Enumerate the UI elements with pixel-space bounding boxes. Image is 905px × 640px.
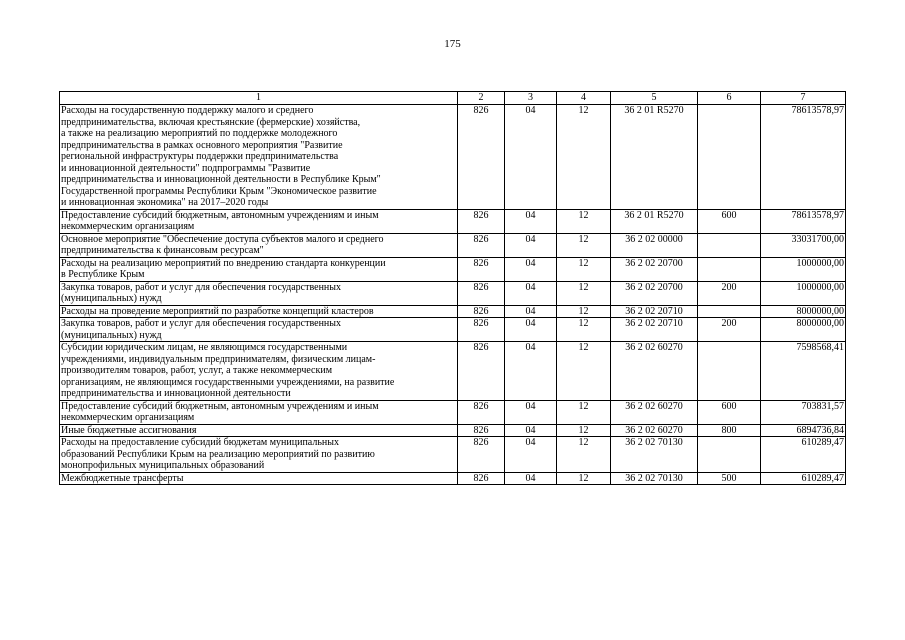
- ministry-code-cell: 826: [458, 318, 505, 342]
- table-header-row: [60, 92, 846, 105]
- expense-type-code-cell: 800: [698, 424, 761, 437]
- section-code-cell: 04: [505, 472, 557, 485]
- section-code-cell: 04: [505, 318, 557, 342]
- table-row: [60, 437, 846, 473]
- ministry-code-cell: 826: [458, 305, 505, 318]
- ministry-code-cell: 826: [458, 472, 505, 485]
- amount-cell: 8000000,00: [761, 305, 846, 318]
- target-item-code-cell: 36 2 02 70130: [611, 437, 698, 473]
- expense-name-cell: Закупка товаров, работ и услуг для обеспечения государственных (муниципальных) нужд: [60, 318, 458, 342]
- table-row: [60, 342, 846, 401]
- amount-cell: 1000000,00: [761, 281, 846, 305]
- expense-type-code-cell: 200: [698, 318, 761, 342]
- expense-type-code-cell: [698, 342, 761, 401]
- table-row: [60, 318, 846, 342]
- expense-type-code-cell: [698, 305, 761, 318]
- subsection-code-cell: 12: [557, 342, 611, 401]
- table-row: [60, 233, 846, 257]
- expense-name-cell: Субсидии юридическим лицам, не являющимся государственными учреждениями, индивидуальным предпринимателям, физическим лицам- производителям товаров, работ, услуг, а также некоммерческим организациям, не являющимся государственными учреждениями, на развитие предпринимательства и инновационной деятельности: [60, 342, 458, 401]
- expense-name-cell: Иные бюджетные ассигнования: [60, 424, 458, 437]
- subsection-code-cell: 12: [557, 281, 611, 305]
- target-item-code-cell: 36 2 02 20700: [611, 257, 698, 281]
- amount-cell: 703831,57: [761, 400, 846, 424]
- subsection-code-cell: 12: [557, 400, 611, 424]
- amount-cell: 1000000,00: [761, 257, 846, 281]
- expense-type-code-cell: [698, 233, 761, 257]
- expense-type-code-cell: [698, 257, 761, 281]
- section-code-cell: 04: [505, 233, 557, 257]
- subsection-code-cell: 12: [557, 105, 611, 210]
- expense-name-cell: Предоставление субсидий бюджетным, автономным учреждениям и иным некоммерческим организациям: [60, 209, 458, 233]
- ministry-code-cell: 826: [458, 257, 505, 281]
- column-header: 3: [505, 92, 557, 105]
- expense-type-code-cell: 500: [698, 472, 761, 485]
- target-item-code-cell: 36 2 01 R5270: [611, 209, 698, 233]
- target-item-code-cell: 36 2 02 20700: [611, 281, 698, 305]
- table-body: [60, 105, 846, 485]
- amount-cell: 78613578,97: [761, 209, 846, 233]
- target-item-code-cell: 36 2 02 60270: [611, 424, 698, 437]
- expense-type-code-cell: [698, 437, 761, 473]
- table-row: [60, 305, 846, 318]
- ministry-code-cell: 826: [458, 437, 505, 473]
- section-code-cell: 04: [505, 305, 557, 318]
- subsection-code-cell: 12: [557, 424, 611, 437]
- section-code-cell: 04: [505, 424, 557, 437]
- section-code-cell: 04: [505, 400, 557, 424]
- section-code-cell: 04: [505, 437, 557, 473]
- target-item-code-cell: 36 2 02 20710: [611, 318, 698, 342]
- table-row: [60, 209, 846, 233]
- target-item-code-cell: 36 2 01 R5270: [611, 105, 698, 210]
- expense-type-code-cell: [698, 105, 761, 210]
- target-item-code-cell: 36 2 02 00000: [611, 233, 698, 257]
- expense-name-cell: Предоставление субсидий бюджетным, автономным учреждениям и иным некоммерческим организациям: [60, 400, 458, 424]
- table-row: [60, 400, 846, 424]
- amount-cell: 610289,47: [761, 437, 846, 473]
- section-code-cell: 04: [505, 105, 557, 210]
- page-number: 175: [444, 38, 461, 50]
- subsection-code-cell: 12: [557, 472, 611, 485]
- table-row: [60, 105, 846, 210]
- column-header: 5: [611, 92, 698, 105]
- section-code-cell: 04: [505, 342, 557, 401]
- table-row: [60, 257, 846, 281]
- ministry-code-cell: 826: [458, 400, 505, 424]
- amount-cell: 78613578,97: [761, 105, 846, 210]
- subsection-code-cell: 12: [557, 209, 611, 233]
- expense-name-cell: Расходы на предоставление субсидий бюджетам муниципальных образований Республики Крым на реализацию мероприятий по развитию монопрофильных муниципальных образований: [60, 437, 458, 473]
- amount-cell: 610289,47: [761, 472, 846, 485]
- subsection-code-cell: 12: [557, 318, 611, 342]
- amount-cell: 8000000,00: [761, 318, 846, 342]
- ministry-code-cell: 826: [458, 233, 505, 257]
- ministry-code-cell: 826: [458, 342, 505, 401]
- expense-name-cell: Межбюджетные трансферты: [60, 472, 458, 485]
- table-row: [60, 472, 846, 485]
- expense-type-code-cell: 600: [698, 209, 761, 233]
- budget-table: [59, 91, 846, 485]
- subsection-code-cell: 12: [557, 305, 611, 318]
- amount-cell: 7598568,41: [761, 342, 846, 401]
- ministry-code-cell: 826: [458, 209, 505, 233]
- expense-name-cell: Расходы на реализацию мероприятий по внедрению стандарта конкуренции в Республике Крым: [60, 257, 458, 281]
- amount-cell: 33031700,00: [761, 233, 846, 257]
- subsection-code-cell: 12: [557, 233, 611, 257]
- target-item-code-cell: 36 2 02 20710: [611, 305, 698, 318]
- column-header: 6: [698, 92, 761, 105]
- section-code-cell: 04: [505, 281, 557, 305]
- expense-type-code-cell: 200: [698, 281, 761, 305]
- expense-name-cell: Основное мероприятие "Обеспечение доступа субъектов малого и среднего предпринимательства к финансовым ресурсам": [60, 233, 458, 257]
- table-row: [60, 281, 846, 305]
- table-row: [60, 424, 846, 437]
- section-code-cell: 04: [505, 209, 557, 233]
- column-header: 2: [458, 92, 505, 105]
- amount-cell: 6894736,84: [761, 424, 846, 437]
- expense-name-cell: Закупка товаров, работ и услуг для обеспечения государственных (муниципальных) нужд: [60, 281, 458, 305]
- subsection-code-cell: 12: [557, 257, 611, 281]
- expense-name-cell: Расходы на государственную поддержку малого и среднего предпринимательства, включая крестьянские (фермерские) хозяйства, а также на реализацию мероприятий по поддержке молодежного предпринимательства в рамках основного мероприятия "Развитие региональной инфраструктуры поддержки предпринимательства и инновационной деятельности" подпрограммы "Развитие предпринимательства и инновационной деятельности в Республике Крым" Государственной программы Республики Крым "Экономическое развитие и инновационная экономика" на 2017–2020 годы: [60, 105, 458, 210]
- section-code-cell: 04: [505, 257, 557, 281]
- ministry-code-cell: 826: [458, 281, 505, 305]
- expense-type-code-cell: 600: [698, 400, 761, 424]
- target-item-code-cell: 36 2 02 60270: [611, 342, 698, 401]
- column-header: 1: [60, 92, 458, 105]
- column-header: 4: [557, 92, 611, 105]
- target-item-code-cell: 36 2 02 60270: [611, 400, 698, 424]
- target-item-code-cell: 36 2 02 70130: [611, 472, 698, 485]
- ministry-code-cell: 826: [458, 424, 505, 437]
- expense-name-cell: Расходы на проведение мероприятий по разработке концепций кластеров: [60, 305, 458, 318]
- ministry-code-cell: 826: [458, 105, 505, 210]
- column-header: 7: [761, 92, 846, 105]
- subsection-code-cell: 12: [557, 437, 611, 473]
